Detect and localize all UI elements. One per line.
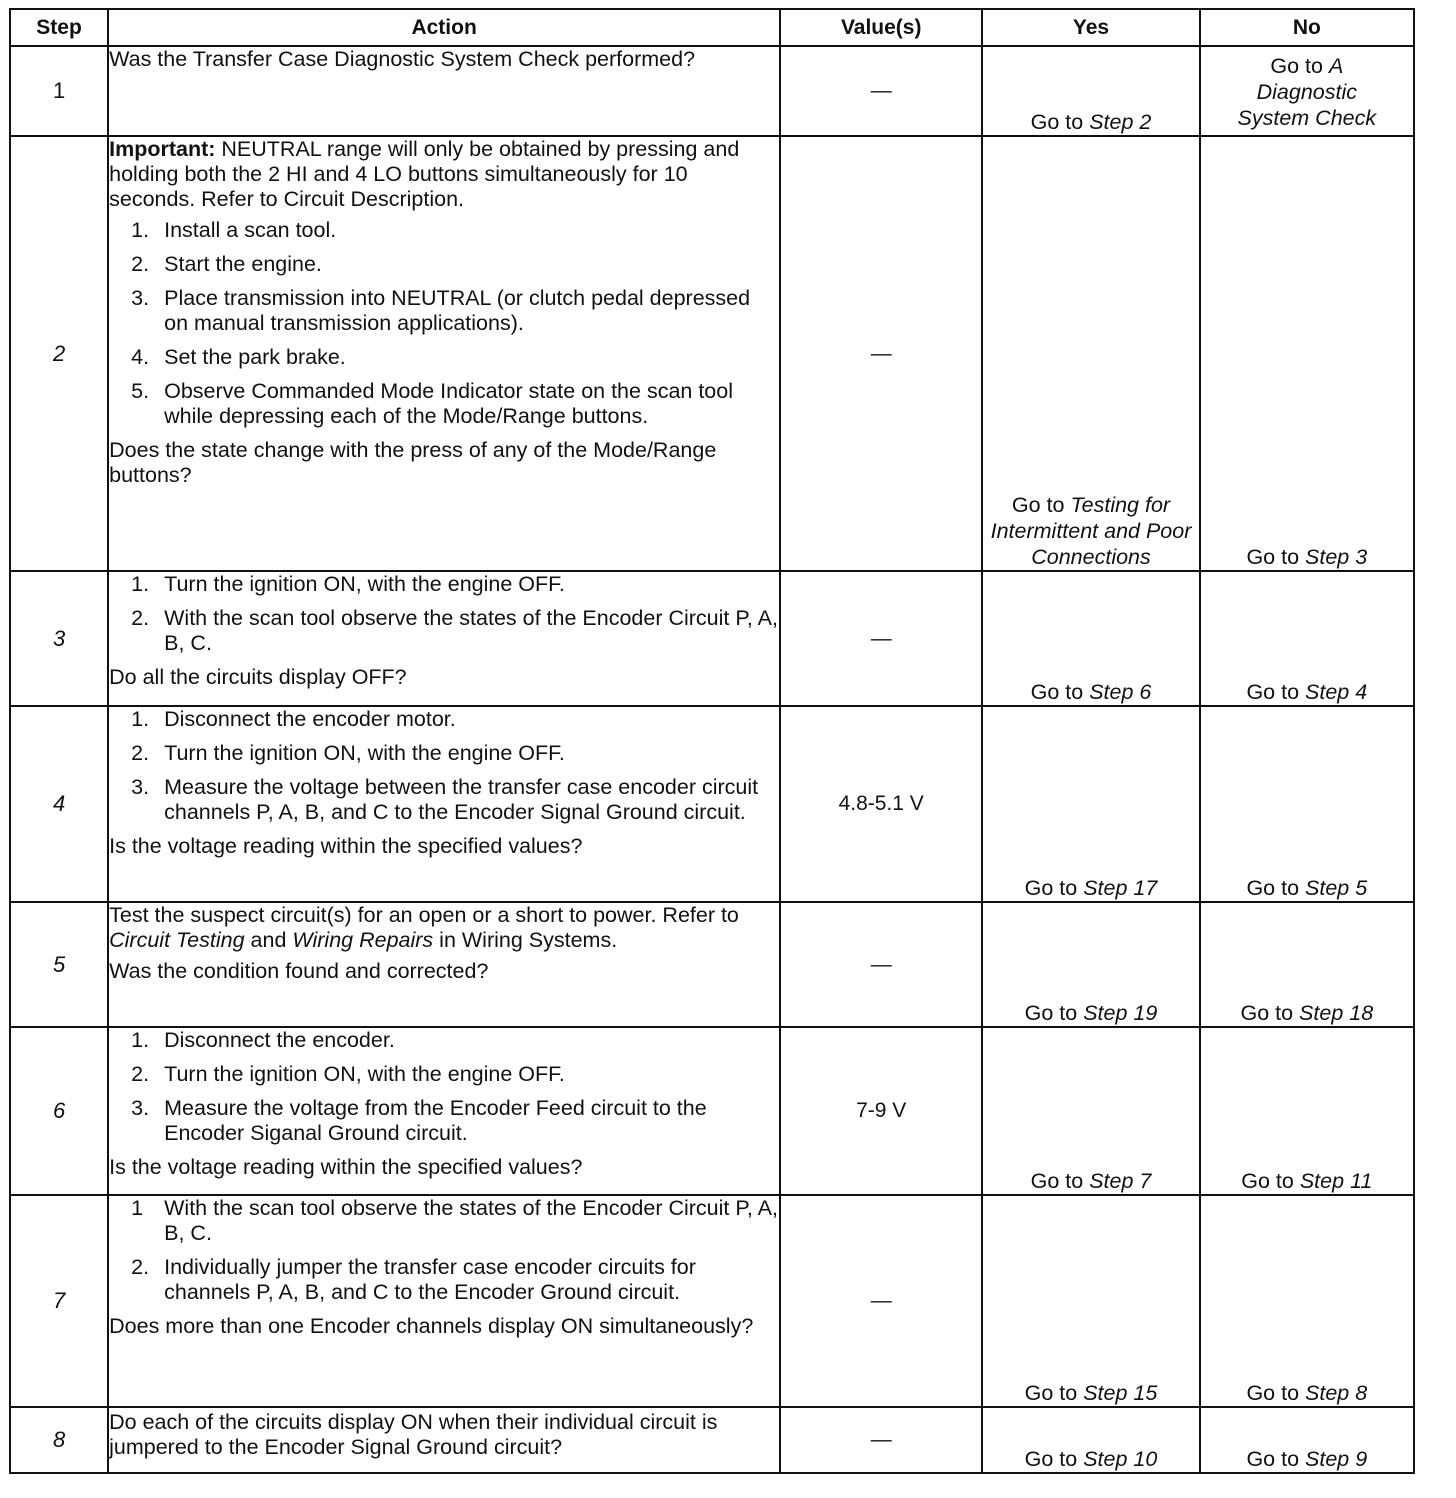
no-prefix: Go to [1246,680,1306,704]
item-text: Start the engine. [164,252,322,276]
step-number: 6 [10,1027,108,1195]
item-number: 5. [131,379,150,403]
action-instruction [109,903,779,953]
item-number: 2. [131,606,150,630]
yes-prefix: Go to [1024,1381,1084,1405]
step-number: 7 [10,1195,108,1407]
yes-prefix: Go to [1030,110,1090,134]
item-text: Individually jumper the transfer case encoder circuits for channels P, A, B, and C to the Encoder Ground circuit. [164,1255,696,1304]
header-row [10,9,1414,46]
table-row [10,136,1414,571]
table-row [10,571,1414,706]
no-link[interactable]: A Diagnostic System Check [1237,54,1377,130]
no-prefix: Go to [1246,1381,1306,1405]
list-item [131,286,779,336]
table-row [10,1027,1414,1195]
important-label: Important: [109,137,216,161]
instruction-text: in Wiring Systems. [433,928,618,952]
no-link[interactable]: Step 3 [1305,545,1368,569]
item-text: Disconnect the encoder motor. [164,707,456,731]
yes-prefix: Go to [1024,1447,1084,1471]
action-cell [108,1195,780,1407]
list-item [131,379,779,429]
item-number: 1. [131,572,150,596]
no-link[interactable]: Step 9 [1305,1447,1368,1471]
yes-prefix: Go to [1024,876,1084,900]
action-question: Was the condition found and corrected? [109,959,489,983]
item-text: Install a scan tool. [164,218,337,242]
instruction-text: Test the suspect circuit(s) for an open or a short to power. Refer to [109,903,739,927]
list-item [131,1028,779,1053]
no-cell [1200,136,1414,571]
no-cell [1200,1195,1414,1407]
action-cell [108,46,780,136]
table-row [10,706,1414,902]
item-text: With the scan tool observe the states of the Encoder Circuit P, A, B, C. [164,1196,778,1245]
yes-prefix: Go to [1024,1001,1084,1025]
yes-cell [982,136,1199,571]
procedure-list [109,707,779,825]
item-number: 1 [131,1196,144,1220]
item-number: 2. [131,252,150,276]
action-question: Does more than one Encoder channels display ON simultaneously? [109,1314,754,1338]
list-item [131,1062,779,1087]
action-cell [108,902,780,1027]
diagnostic-table [9,8,1415,1474]
yes-cell [982,571,1199,706]
yes-link[interactable]: Step 6 [1089,680,1152,704]
no-prefix: Go to [1246,1447,1306,1471]
value-cell: — [780,46,982,136]
item-text: Measure the voltage from the Encoder Feed circuit to the Encoder Siganal Ground circuit. [164,1096,707,1145]
yes-prefix: Go to [1030,1169,1090,1193]
important-note [109,137,779,212]
step-number: 8 [10,1407,108,1473]
item-number: 3. [131,1096,150,1120]
no-prefix: Go to [1270,54,1329,78]
value-cell: — [780,902,982,1027]
list-item [131,345,779,370]
action-question: Do all the circuits display OFF? [109,665,407,689]
procedure-list [109,218,779,429]
item-text: Observe Commanded Mode Indicator state on the scan tool while depressing each of the Mode/Range buttons. [164,379,733,428]
table-row [10,1407,1414,1473]
table-row [10,902,1414,1027]
yes-cell [982,46,1199,136]
item-number: 1. [131,707,150,731]
value-cell: — [780,1195,982,1407]
no-link[interactable]: Step 11 [1299,1169,1373,1193]
yes-link[interactable]: Step 15 [1083,1381,1158,1405]
action-question: Is the voltage reading within the specified values? [109,1155,583,1179]
item-text: Set the park brake. [164,345,346,369]
yes-cell [982,1027,1199,1195]
yes-cell [982,902,1199,1027]
list-item [131,775,779,825]
value-cell: — [780,571,982,706]
no-prefix: Go to [1246,545,1306,569]
value-cell: 4.8-5.1 V [780,706,982,902]
item-number: 4. [131,345,150,369]
item-text: Measure the voltage between the transfer case encoder circuit channels P, A, B, and C to the Encoder Signal Ground circuit. [164,775,759,824]
item-text: With the scan tool observe the states of the Encoder Circuit P, A, B, C. [164,606,778,655]
no-link[interactable]: Step 4 [1305,680,1368,704]
important-text: NEUTRAL range will only be obtained by pressing and holding both the 2 HI and 4 LO buttons simultaneously for 10 seconds. Refer to Circuit Description. [109,137,740,211]
yes-prefix: Go to [1030,680,1090,704]
no-link[interactable]: Step 18 [1299,1001,1374,1025]
yes-link[interactable]: Step 2 [1089,110,1152,134]
action-cell [108,1027,780,1195]
header-action: Action [108,9,780,46]
item-text: Disconnect the encoder. [164,1028,395,1052]
step-number: 1 [10,46,108,136]
action-cell [108,706,780,902]
no-prefix: Go to [1240,1001,1300,1025]
action-question: Does the state change with the press of any of the Mode/Range buttons? [109,438,717,487]
item-number: 3. [131,775,150,799]
step-number: 5 [10,902,108,1027]
list-item [131,606,779,656]
no-cell [1200,46,1414,136]
yes-prefix: Go to [1011,493,1071,517]
item-number: 1. [131,218,150,242]
header-yes: Yes [982,9,1199,46]
yes-cell [982,1195,1199,1407]
item-text: Place transmission into NEUTRAL (or clutch pedal depressed on manual transmission applications). [164,286,751,335]
list-item [131,252,779,277]
list-item [131,572,779,597]
no-link[interactable]: Step 5 [1305,876,1368,900]
list-item [131,1096,779,1146]
header-no: No [1200,9,1414,46]
item-text: Turn the ignition ON, with the engine OFF. [164,741,565,765]
action-question: Do each of the circuits display ON when their individual circuit is jumpered to the Encoder Signal Ground circuit? [109,1410,718,1459]
yes-link[interactable]: Step 17 [1083,876,1158,900]
header-values: Value(s) [780,9,982,46]
value-cell: 7-9 V [780,1027,982,1195]
item-number: 2. [131,1062,150,1086]
no-cell [1200,902,1414,1027]
procedure-list [109,1028,779,1146]
table-row [10,1195,1414,1407]
yes-link[interactable]: Testing for Intermittent and Poor Connections [990,493,1192,569]
list-item [131,707,779,732]
header-step: Step [10,9,108,46]
value-cell: — [780,136,982,571]
yes-cell [982,706,1199,902]
instruction-text: and [244,928,293,952]
no-prefix: Go to [1246,876,1306,900]
no-prefix: Go to [1241,1169,1300,1193]
procedure-list [109,1196,779,1305]
list-item [131,741,779,766]
no-cell [1200,1027,1414,1195]
item-text: Turn the ignition ON, with the engine OFF. [164,1062,565,1086]
item-number: 1. [131,1028,150,1052]
no-link[interactable]: Step 8 [1305,1381,1368,1405]
list-item [131,218,779,243]
no-cell [1200,571,1414,706]
yes-link[interactable]: Step 19 [1083,1001,1158,1025]
table-row [10,46,1414,136]
list-item [131,1196,779,1246]
yes-cell [982,1407,1199,1473]
action-cell [108,571,780,706]
yes-link[interactable]: Step 10 [1083,1447,1158,1471]
value-cell: — [780,1407,982,1473]
wiring-repairs-link[interactable]: Wiring Repairs [292,928,434,952]
action-cell [108,1407,780,1473]
list-item [131,1255,779,1305]
step-number: 2 [10,136,108,571]
procedure-list [109,572,779,656]
action-question: Is the voltage reading within the specified values? [109,834,583,858]
yes-link[interactable]: Step 7 [1089,1169,1152,1193]
step-number: 3 [10,571,108,706]
item-text: Turn the ignition ON, with the engine OFF. [164,572,565,596]
item-number: 2. [131,1255,150,1279]
action-question: Was the Transfer Case Diagnostic System Check performed? [109,47,696,71]
step-number: 4 [10,706,108,902]
no-cell [1200,1407,1414,1473]
item-number: 2. [131,741,150,765]
no-cell [1200,706,1414,902]
action-cell [108,136,780,571]
circuit-testing-link[interactable]: Circuit Testing [109,928,245,952]
item-number: 3. [131,286,150,310]
